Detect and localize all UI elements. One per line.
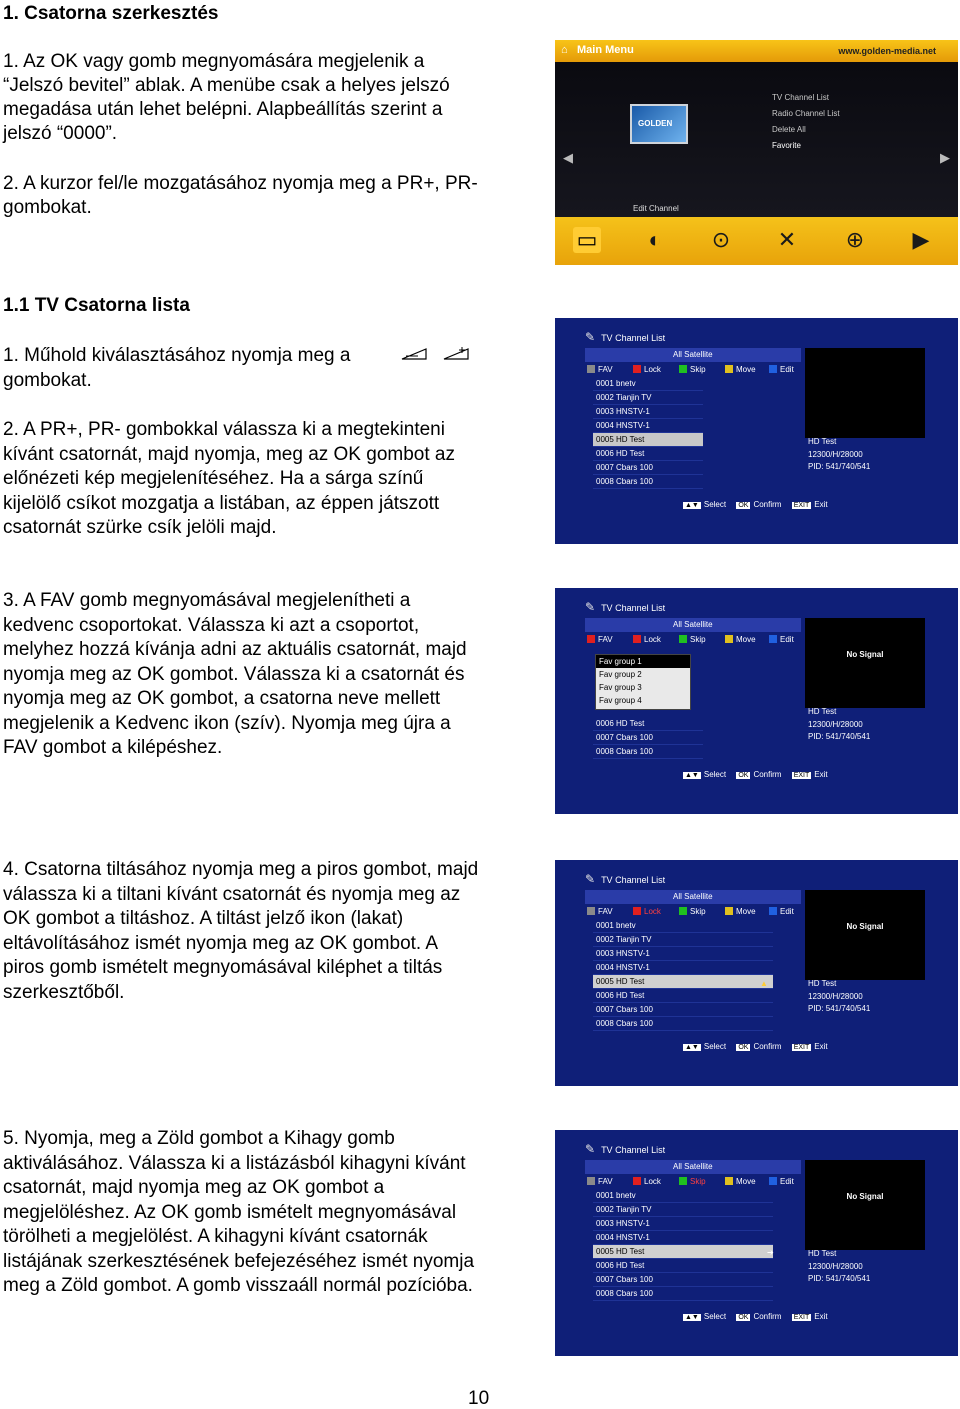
legend-skip: Skip — [679, 365, 706, 374]
legend-fav: FAV — [587, 365, 613, 374]
channel-list-title: ✎ TV Channel List — [585, 1142, 665, 1156]
channel-rows — [593, 919, 773, 1031]
paragraph-line: 1. Műhold kiválasztásához nyomja meg a — [3, 345, 351, 366]
paragraph-line: megjelenik a Kedvenc ikon (szív). Nyomja meg újra a — [3, 713, 451, 734]
color-key-legend — [585, 1176, 801, 1188]
fav-group-popup — [595, 654, 691, 710]
paragraph-line: 4. Csatorna tiltásához nyomja meg a piros gombot, majd — [3, 859, 479, 880]
channel-list-screenshot — [555, 318, 958, 544]
legend-move: Move — [725, 1177, 756, 1186]
paragraph-line: megjelöléshez. Az OK gomb ismételt megnyomásával — [3, 1202, 457, 1223]
tv-icon — [630, 104, 688, 144]
legend-move: Move — [725, 365, 756, 374]
channel-row: 0006 HD Test — [593, 989, 773, 1003]
channel-row: 0008 Cbars 100 — [593, 1287, 773, 1301]
footer-hints: ▲▼ Select OK Confirm EXIT Exit — [685, 500, 828, 509]
color-key-legend — [585, 634, 801, 646]
legend-lock: Lock — [633, 635, 661, 644]
legend-edit: Edit — [769, 365, 794, 374]
paragraph-line: kijelölő csíkot mozgatja a listában, az éppen játszott — [3, 493, 440, 514]
satellite-name: All Satellite — [673, 892, 713, 901]
media-icon: ⊙ — [711, 227, 731, 252]
tv-menu-icon: ▭ — [573, 227, 601, 253]
paragraph-line: piros gomb ismételt megnyomásával kiléphet a tiltás — [3, 957, 443, 978]
legend-skip: Skip — [679, 635, 706, 644]
channel-row: 0002 Tianjin TV — [593, 933, 773, 947]
paragraph-line: aktiválásához. Válassza ki a listázásból kihagyni kívánt — [3, 1153, 466, 1174]
channel-row: 0007 Cbars 100 — [593, 461, 703, 475]
main-menu-icon-bar — [555, 217, 958, 265]
satellite-name: All Satellite — [673, 350, 713, 359]
channel-info: HD Test 12300/H/28000 PID: 541/740/541 — [808, 979, 871, 1013]
channel-rows — [593, 377, 703, 489]
legend-edit: Edit — [769, 635, 794, 644]
satellite-bar — [585, 618, 801, 632]
satellite-bar — [585, 890, 801, 904]
channel-row: 0006 HD Test — [593, 1259, 773, 1273]
no-signal-text: No Signal — [846, 650, 884, 659]
channel-row: 0002 Tianjin TV — [593, 1203, 773, 1217]
paragraph-line: csatornát szürke csík jelöli majd. — [3, 517, 277, 538]
page-number: 10 — [468, 1388, 490, 1409]
channel-list-title: ✎ TV Channel List — [585, 600, 665, 614]
channel-info: HD Test 12300/H/28000 PID: 541/740/541 — [808, 707, 871, 741]
color-key-legend — [585, 906, 801, 918]
channel-row: 0006 HD Test — [593, 447, 703, 461]
channel-row: 0001 bnetv — [593, 1189, 773, 1203]
paragraph-line: nyomja meg az OK gombot, a csatorna neve mellett — [3, 688, 441, 709]
fav-group-screenshot — [555, 588, 958, 814]
channel-info: HD Test 12300/H/28000 PID: 541/740/541 — [808, 1249, 871, 1283]
paragraph-line: szerkesztőből. — [3, 982, 125, 1003]
paragraph-line: válassza ki a tiltani kívánt csatornát és nyomja meg az — [3, 884, 461, 905]
legend-skip: Skip — [679, 1177, 706, 1186]
legend-lock: Lock — [633, 907, 661, 916]
subsection-heading: 1.1 TV Csatorna lista — [3, 295, 190, 316]
legend-lock: Lock — [633, 1177, 661, 1186]
fav-group-item: Fav group 4 — [599, 696, 642, 705]
paragraph-line: listájának szerkesztésének befejezéséhez ismét nyomja — [3, 1251, 475, 1272]
main-menu-header — [555, 40, 958, 62]
paragraph-line: csatornát, majd nyomja meg az OK gombot a — [3, 1177, 385, 1198]
channel-rows — [593, 717, 703, 759]
skip-screenshot — [555, 1130, 958, 1356]
menu-item: Delete All — [772, 125, 806, 134]
channel-row: 0004 HNSTV-1 — [593, 419, 703, 433]
channel-row: 0008 Cbars 100 — [593, 1017, 773, 1031]
globe-icon: ⊕ — [845, 227, 865, 252]
home-icon: ⌂ — [561, 44, 568, 56]
channel-row: 0006 HD Test — [593, 717, 703, 731]
channel-rows — [593, 1189, 773, 1301]
fav-group-item: Fav group 1 — [596, 655, 690, 668]
satellite-bar — [585, 1160, 801, 1174]
legend-fav: FAV — [587, 907, 613, 916]
channel-list-title: ✎ TV Channel List — [585, 330, 665, 344]
legend-lock: Lock — [633, 365, 661, 374]
legend-fav: FAV — [587, 635, 613, 644]
tools-icon: ✕ — [777, 227, 797, 252]
channel-row: 0008 Cbars 100 — [593, 745, 703, 759]
legend-edit: Edit — [769, 1177, 794, 1186]
paragraph-line: törölheti a megjelölést. A kihagyni kívánt csatornák — [3, 1226, 428, 1247]
channel-row: 0008 Cbars 100 — [593, 475, 703, 489]
satellite-dish-icon: ◐ — [648, 227, 662, 252]
preview-window — [805, 618, 925, 708]
section-heading: 1. Csatorna szerkesztés — [3, 3, 219, 24]
channel-row: 0004 HNSTV-1 — [593, 961, 773, 975]
paragraph-line: 3. A FAV gomb megnyomásával megjelenítheti a — [3, 590, 411, 611]
preview-window — [805, 890, 925, 980]
channel-row: 0007 Cbars 100 — [593, 1003, 773, 1017]
play-icon: ▶ — [912, 227, 930, 252]
channel-row-selected: 0005 HD Test — [593, 1245, 773, 1259]
paragraph-line: eltávolításához ismét nyomja meg az OK gombot. A — [3, 933, 439, 954]
no-signal-text: No Signal — [846, 922, 884, 931]
paragraph-line: 2. A PR+, PR- gombokkal válassza ki a megtekinteni — [3, 419, 445, 440]
channel-row-selected: 0005 HD Test — [593, 433, 703, 447]
paragraph-line: 1. Az OK vagy gomb megnyomására megjelenik a — [3, 51, 425, 72]
channel-row-selected: 0005 HD Test — [593, 975, 773, 989]
arrow-left-icon: ◀ — [563, 150, 573, 165]
satellite-keys-icon — [400, 345, 472, 363]
channel-row: 0001 bnetv — [593, 377, 703, 391]
legend-fav: FAV — [587, 1177, 613, 1186]
main-menu-screenshot — [555, 40, 958, 265]
paragraph-line: 5. Nyomja, meg a Zöld gombot a Kihagy gomb — [3, 1128, 395, 1149]
paragraph-line: gombokat. — [3, 370, 92, 391]
menu-item: Favorite — [772, 141, 801, 150]
paragraph-line: 2. A kurzor fel/le mozgatásához nyomja meg a PR+, PR- — [3, 173, 478, 194]
arrow-right-icon: ▶ — [940, 150, 950, 165]
brand-url: www.golden-media.net — [838, 46, 936, 56]
main-menu-list — [772, 90, 840, 154]
satellite-name: All Satellite — [673, 620, 713, 629]
channel-row: 0002 Tianjin TV — [593, 391, 703, 405]
skip-icon: ➔ — [767, 1248, 774, 1257]
paragraph-line: előnézeti kép megjelenítéséhez. Ha a sárga színű — [3, 468, 424, 489]
edit-channel-label: Edit Channel — [633, 204, 679, 213]
main-menu-title: Main Menu — [577, 44, 634, 56]
satellite-bar — [585, 348, 801, 362]
channel-row: 0004 HNSTV-1 — [593, 1231, 773, 1245]
paragraph-line: melyhez hozzá kívánja adni az aktuális csatornát, majd — [3, 639, 467, 660]
paragraph-line: kedvenc csoportokat. Válassza ki azt a csoportot, — [3, 615, 420, 636]
legend-move: Move — [725, 907, 756, 916]
paragraph-line: meg a Zöld gombot. A gomb visszaáll normál pozícióba. — [3, 1275, 473, 1296]
fav-group-item: Fav group 3 — [599, 683, 642, 692]
paragraph-line: nyomja meg az OK gombot. Válassza ki a csatornát és — [3, 664, 465, 685]
channel-list-title: ✎ TV Channel List — [585, 872, 665, 886]
legend-move: Move — [725, 635, 756, 644]
footer-hints: ▲▼ Select OK Confirm EXIT Exit — [685, 1042, 828, 1051]
footer-hints: ▲▼ Select OK Confirm EXIT Exit — [685, 770, 828, 779]
preview-window — [805, 1160, 925, 1250]
channel-row: 0001 bnetv — [593, 919, 773, 933]
lock-icon: ▲ — [760, 979, 768, 988]
paragraph-line: gombokat. — [3, 197, 92, 218]
main-menu-body — [555, 62, 958, 217]
paragraph-line: jelszó “0000”. — [3, 123, 118, 144]
channel-row: 0003 HNSTV-1 — [593, 947, 773, 961]
channel-row: 0003 HNSTV-1 — [593, 405, 703, 419]
menu-item: Radio Channel List — [772, 109, 840, 118]
menu-item: TV Channel List — [772, 93, 829, 102]
no-signal-text: No Signal — [846, 1192, 884, 1201]
lock-screenshot — [555, 860, 958, 1086]
footer-hints: ▲▼ Select OK Confirm EXIT Exit — [685, 1312, 828, 1321]
golden-logo: GOLDEN — [638, 119, 673, 128]
paragraph-line: OK gombot a tiltáshoz. A tiltást jelző ikon (lakat) — [3, 908, 404, 929]
fav-group-item: Fav group 2 — [599, 670, 642, 679]
paragraph-line: kívánt csatornát, majd nyomja, meg az OK gombot az — [3, 444, 455, 465]
paragraph-line: FAV gombot a kilépéshez. — [3, 737, 223, 758]
channel-row: 0007 Cbars 100 — [593, 1273, 773, 1287]
channel-row: 0007 Cbars 100 — [593, 731, 703, 745]
channel-row: 0003 HNSTV-1 — [593, 1217, 773, 1231]
channel-info: HD Test 12300/H/28000 PID: 541/740/541 — [808, 437, 871, 471]
preview-window — [805, 348, 925, 438]
legend-skip: Skip — [679, 907, 706, 916]
paragraph-line: “Jelszó bevitel” ablak. A menübe csak a helyes jelszó — [3, 75, 450, 96]
legend-edit: Edit — [769, 907, 794, 916]
satellite-name: All Satellite — [673, 1162, 713, 1171]
color-key-legend — [585, 364, 801, 376]
paragraph-line: megadása után lehet belépni. Alapbeállítás szerint a — [3, 99, 443, 120]
